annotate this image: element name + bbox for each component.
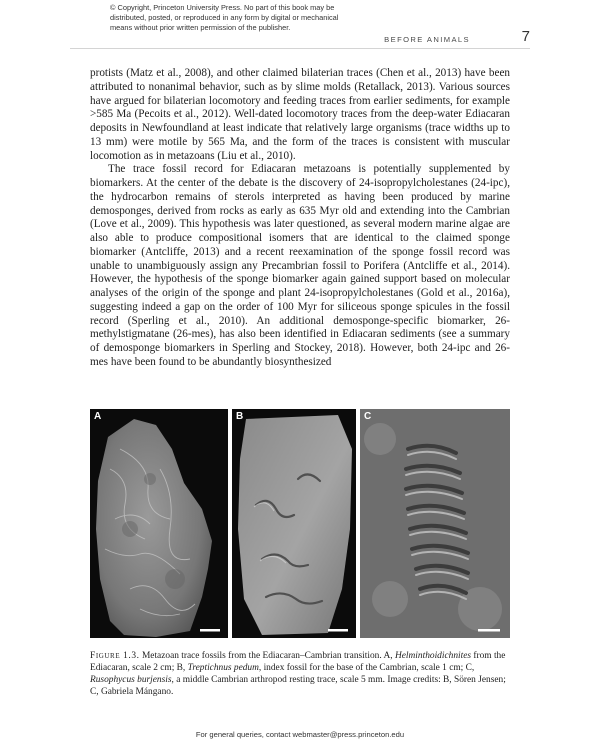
panel-label: A xyxy=(94,411,102,422)
figure-1-3 xyxy=(90,409,510,638)
figure-panel-b xyxy=(232,409,356,638)
scale-bar xyxy=(200,629,220,632)
copyright-line: means without prior written permission of the publisher. xyxy=(110,23,291,32)
figure-panel-c xyxy=(360,409,510,638)
scale-bar xyxy=(328,629,348,632)
caption-text: , a middle Cambrian arthropod resting trace, scale 5 mm. Image credits: B, Sören Jensen; C, Gabriela Mángano. xyxy=(90,675,506,697)
body-text xyxy=(90,67,510,370)
header-rule xyxy=(70,48,530,49)
figure-panel-a xyxy=(90,409,228,638)
caption-text: Metazoan trace fossils from the Ediacaran–Cambrian transition. A, xyxy=(139,651,395,661)
caption-text: , index fossil for the base of the Cambrian, scale 1 cm; C, xyxy=(258,663,475,673)
taxon-name: Rusophycus burjensis xyxy=(90,675,172,685)
copyright-notice xyxy=(110,3,400,33)
figure-label: Figure 1.3. xyxy=(90,651,140,661)
scale-bar xyxy=(478,629,500,632)
panel-label: C xyxy=(364,411,372,422)
footer-contact: For general queries, contact webmaster@press.princeton.edu xyxy=(195,730,405,739)
fossil-slab-b-image xyxy=(232,409,356,638)
copyright-line: distributed, posted, or reproduced in any form by digital or mechanical xyxy=(110,13,339,22)
caption-text: from the Ediacaran, scale 2 cm; B, xyxy=(90,651,506,673)
fossil-slab-c-image xyxy=(360,409,510,638)
running-head: BEFORE ANIMALS xyxy=(384,35,470,44)
taxon-name: Helminthoidichnites xyxy=(395,651,472,661)
page-number: 7 xyxy=(521,28,530,45)
taxon-name: Treptichnus pedum xyxy=(187,663,259,673)
copyright-line: © Copyright, Princeton University Press. No part of this book may be xyxy=(110,3,335,12)
paragraph: protists (Matz et al., 2008), and other claimed bilaterian traces (Chen et al., 2013) have been attributed to nonanimal behavior, such as by slime molds (Retallack, 2013). Various sources have argued for bilaterian locomotory and feeding traces from earlier sediments, for example >585 Ma (Pecoits et al., 2012). Well-dated locomotory traces from the deep-water Ediacaran deposits in Newfoundland at least indicate that relatively large organisms (trace widths up to 13 mm) were motile by 565 Ma, and the form of the traces is consistent with muscular locomotion as in metazoans (Liu et al., 2010). xyxy=(90,67,510,162)
figure-caption xyxy=(90,650,510,698)
panel-label: B xyxy=(236,411,244,422)
fossil-slab-a-image xyxy=(90,409,228,638)
paragraph: The trace fossil record for Ediacaran metazoans is potentially supplemented by biomarkers. At the center of the debate is the discovery of 24-isopropylcholestanes (24-ipc), the hydrocarbon remains of sterols interpreted as having been produced by marine demosponges, derived from rocks as early as 635 Myr old and extending into the Cambrian (Love et al., 2009). This hypothesis was later questioned, as several modern marine algae are also able to produce compositional isomers that are identical to the claimed sponge biomarker (Antcliffe, 2013) and a recent reexamination of the sponge fossil record was unable to unambiguously assign any Precambrian fossil to Porifera (Antcliffe et al., 2014). However, the hypothesis of the sponge biomarker again gained support based on molecular analyses of the origin of the sponge and plant 24-isopropylcholestanes (Gold et al., 2016a), suggesting indeed a gap on the order of 100 Myr for siliceous sponge spicules in the fossil record (Sperling et al., 2010). An additional demosponge-specific biomarker, 26-methylstigmatane (26-mes), has also been identified in Ediacaran sediments (see a summary of demosponge biomarkers in Sperling and Stockey, 2018). However, both 24-ipc and 26-mes have been found to be abundantly biosynthesized xyxy=(90,163,510,368)
